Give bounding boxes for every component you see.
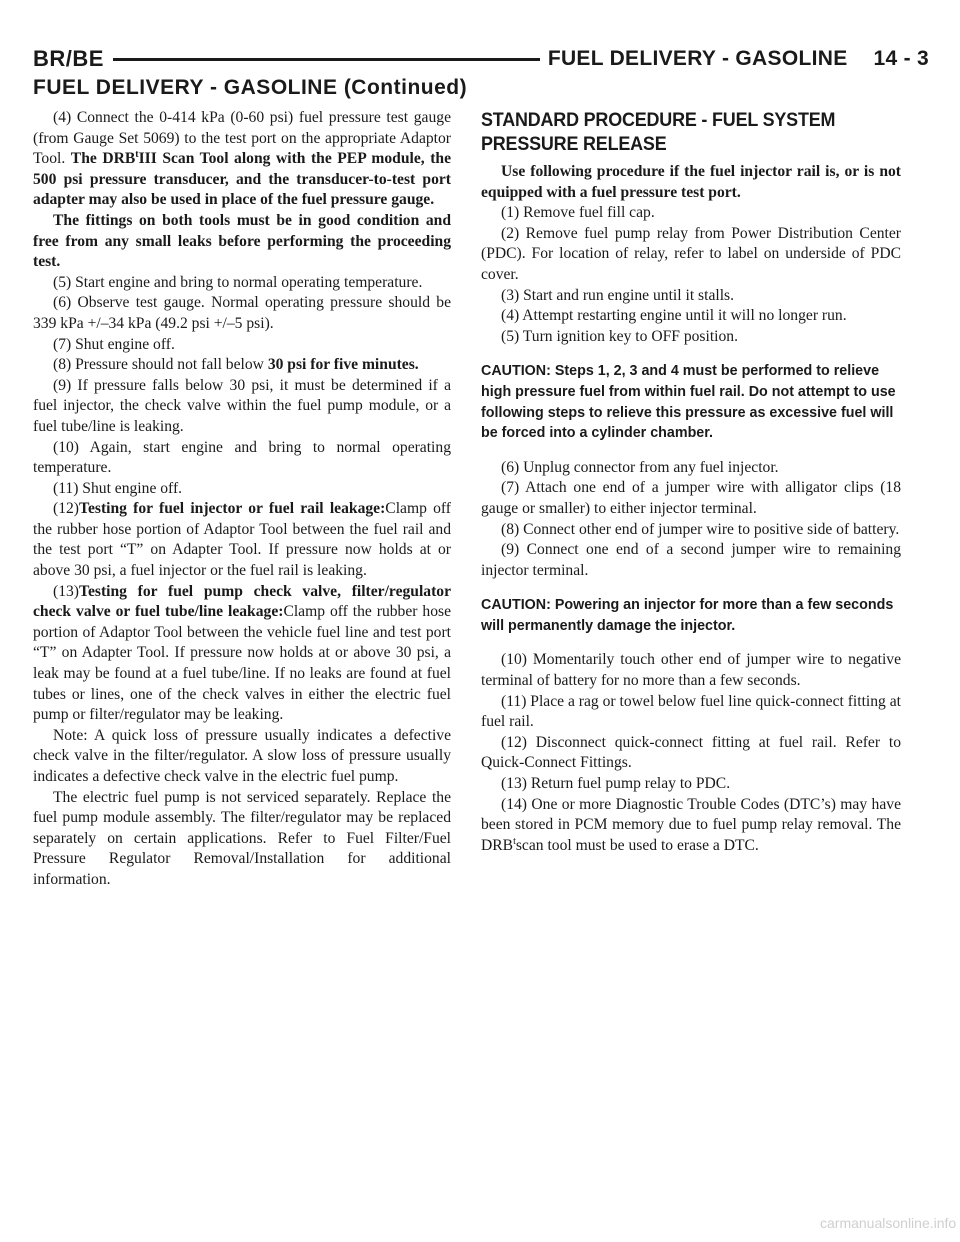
release-step-7: (7) Attach one end of a jumper wire with alligator clips (18 gauge or smaller) to either injector terminal. xyxy=(481,479,901,517)
right-column xyxy=(481,108,901,856)
pressure-loss-note: Note: A quick loss of pressure usually indicates a defective check valve in the filter/regulator. A slow loss of pressure usually indicates a defective check valve in the electric fuel pump. xyxy=(33,726,451,785)
continued-heading: FUEL DELIVERY - GASOLINE (Continued) xyxy=(33,76,468,99)
caution-steps: CAUTION: Steps 1, 2, 3 and 4 must be performed to relieve high pressure fuel from within fuel rail. Do not attempt to use following steps to relieve this pressure as excessive fuel will be forced into a cylinder chamber. xyxy=(481,363,896,442)
left-column xyxy=(33,108,451,891)
step-12: (12)Testing for fuel injector or fuel rail leakage:Clamp off the rubber hose portion of Adaptor Tool between the fuel rail and the test port “T” on Adapter Tool. If pressure now holds at or above 30 psi, a fuel injector or the fuel rail is leaking. xyxy=(33,500,452,580)
step-11: (11) Shut engine off. xyxy=(53,479,183,497)
release-step-1: (1) Remove fuel fill cap. xyxy=(501,204,655,222)
fittings-note: The fittings on both tools must be in good condition and free from any small leaks before performing the proceeding test. xyxy=(33,211,451,271)
release-step-9: (9) Connect one end of a second jumper wire to remaining injector terminal. xyxy=(481,541,901,579)
release-step-14: (14) One or more Diagnostic Trouble Codes (DTC’s) may have been stored in PCM memory due to fuel pump relay removal. The DRB$^t$scan tool must be used to erase a DTC. xyxy=(481,795,901,854)
release-step-13: (13) Return fuel pump relay to PDC. xyxy=(501,775,731,793)
release-step-3: (3) Start and run engine until it stalls. xyxy=(501,286,735,304)
release-step-12: (12) Disconnect quick-connect fitting at fuel rail. Refer to Quick-Connect Fittings. xyxy=(481,733,901,772)
caution-injector: CAUTION: Powering an injector for more than a few seconds will permanently damage the injector. xyxy=(481,597,894,634)
release-step-6: (6) Unplug connector from any fuel injector. xyxy=(501,458,779,476)
release-step-11: (11) Place a rag or towel below fuel line quick-connect fitting at fuel rail. xyxy=(481,692,901,731)
procedure-intro: Use following procedure if the fuel injector rail is, or is not equipped with a fuel pressure test port. xyxy=(481,163,901,201)
release-step-8: (8) Connect other end of jumper wire to positive side of battery. xyxy=(501,520,900,538)
header-model: BR/BE xyxy=(33,44,112,74)
page-number: 14 - 3 xyxy=(873,47,929,70)
step-8: (8) Pressure should not fall below 30 psi for five minutes. xyxy=(53,356,419,374)
step-6: (6) Observe test gauge. Normal operating pressure should be 339 kPa +/–34 kPa (49.2 psi +/–5 psi). xyxy=(33,294,451,332)
section-title: STANDARD PROCEDURE - FUEL SYSTEM PRESSURE RELEASE xyxy=(481,109,836,155)
step-10: (10) Again, start engine and bring to normal operating temperature. xyxy=(33,438,451,477)
release-step-2: (2) Remove fuel pump relay from Power Distribution Center (PDC). For location of relay, refer to label on underside of PDC cover. xyxy=(481,224,901,283)
step-5: (5) Start engine and bring to normal operating temperature. xyxy=(53,273,423,291)
service-note: The electric fuel pump is not serviced separately. Replace the fuel pump module assembly. The filter/regulator may be replaced separately on certain applications. Refer to Fuel Filter/Fuel Pressure Regulator Removal/Installation for additional information. xyxy=(33,788,451,888)
release-step-5: (5) Turn ignition key to OFF position. xyxy=(501,327,738,345)
step-9: (9) If pressure falls below 30 psi, it must be determined if a fuel injector, the check valve within the fuel pump module, or a fuel tube/line is leaking. xyxy=(33,376,451,435)
release-step-4: (4) Attempt restarting engine until it will no longer run. xyxy=(501,307,847,325)
release-step-10: (10) Momentarily touch other end of jumper wire to negative terminal of battery for no more than a few seconds. xyxy=(481,651,901,690)
step-7: (7) Shut engine off. xyxy=(53,335,175,353)
header-section xyxy=(540,44,929,74)
header-section-title: FUEL DELIVERY - GASOLINE xyxy=(547,47,848,70)
watermark: carmanualsonline.info xyxy=(820,1215,957,1231)
step-13: (13)Testing for fuel pump check valve, filter/regulator check valve or fuel tube/line leakage:Clamp off the rubber hose portion of Adaptor Tool between the vehicle fuel line and test port “T” on Adapter Tool. If pressure now holds at or above 30 psi, a leak may be found at a fuel tube/line. If no leaks are found at fuel tubes or lines, one of the check valves in either the electric fuel pump or filter/regulator may be leaking. xyxy=(33,582,451,724)
step-4: (4) Connect the 0-414 kPa (0-60 psi) fuel pressure test gauge (from Gauge Set 5069) to the test port on the appropriate Adaptor Tool. The DRB$^t$III Scan Tool along with the PEP module, the 500 psi pressure transducer, and the transducer-to-test port adapter may also be used in place of the fuel pressure gauge. xyxy=(33,109,451,209)
page-header xyxy=(33,44,929,74)
